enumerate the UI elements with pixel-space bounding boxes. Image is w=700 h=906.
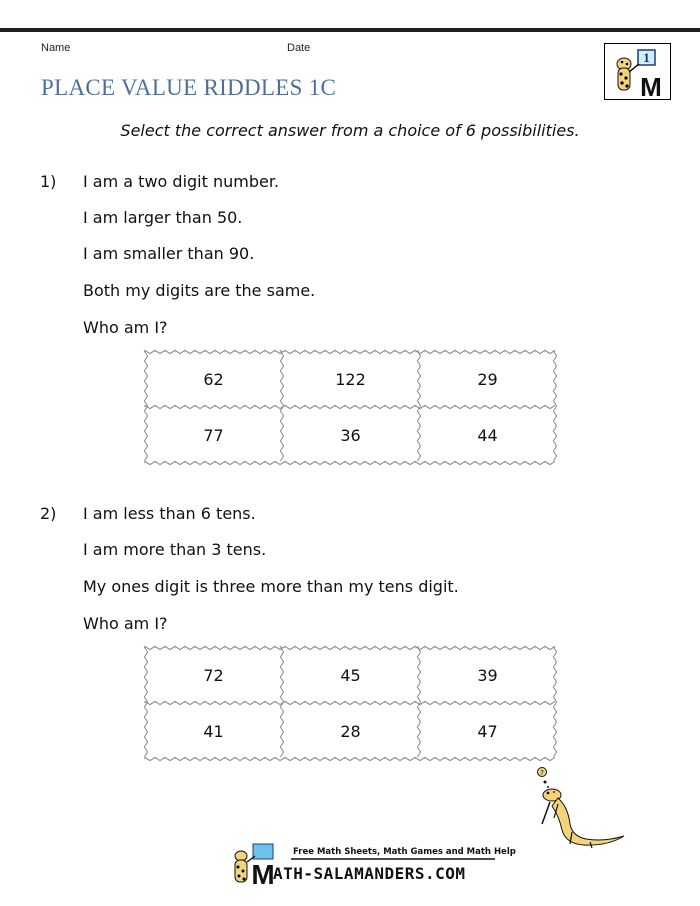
question-2-line-3: My ones digit is three more than my tens digit. <box>83 577 459 596</box>
answer-option[interactable]: 29 <box>477 369 498 389</box>
question-1-line-2: I am larger than 50. <box>83 208 243 227</box>
name-label: Name <box>41 42 71 54</box>
salamander-logo-icon <box>605 44 672 101</box>
answer-option[interactable]: 62 <box>203 369 224 389</box>
instruction-text: Select the correct answer from a choice of 6 possibilities. <box>120 121 580 140</box>
question-2-number: 2) <box>40 504 57 523</box>
answer-option[interactable]: 45 <box>340 665 361 685</box>
question-1-line-4: Both my digits are the same. <box>83 281 316 300</box>
logo-badge-number: 1 <box>643 50 650 65</box>
thinking-salamander-icon <box>520 762 630 852</box>
question-1-answer-grid <box>145 351 556 464</box>
grade-logo <box>604 43 671 100</box>
svg-text:?: ? <box>540 769 544 777</box>
answer-option[interactable]: 72 <box>203 665 224 685</box>
answer-option[interactable]: 122 <box>335 369 366 389</box>
question-2-line-2: I am more than 3 tens. <box>83 540 267 559</box>
footer-tagline: Free Math Sheets, Math Games and Math Help <box>293 847 516 857</box>
answer-option[interactable]: 44 <box>477 425 498 445</box>
question-1-number: 1) <box>40 172 57 191</box>
date-label: Date <box>287 42 311 54</box>
question-2-line-1: I am less than 6 tens. <box>83 504 256 523</box>
footer-logo-letter: M <box>251 859 275 888</box>
svg-text:M: M <box>640 72 662 101</box>
question-1-line-5: Who am I? <box>83 318 168 337</box>
question-1-line-3: I am smaller than 90. <box>83 244 255 263</box>
question-1-line-1: I am a two digit number. <box>83 172 280 191</box>
answer-option[interactable]: 28 <box>340 721 361 741</box>
footer-site-name[interactable]: ATH-SALAMANDERS.COM <box>273 864 466 883</box>
top-rule <box>0 28 700 32</box>
answer-option[interactable]: 47 <box>477 721 498 741</box>
worksheet-title: PLACE VALUE RIDDLES 1C <box>41 75 337 100</box>
answer-option[interactable]: 39 <box>477 665 498 685</box>
footer-logo[interactable] <box>225 840 516 888</box>
answer-option[interactable]: 36 <box>340 425 361 445</box>
question-2-answer-grid <box>145 647 556 760</box>
answer-option[interactable]: 41 <box>203 721 224 741</box>
answer-option[interactable]: 77 <box>203 425 224 445</box>
question-2-line-4: Who am I? <box>83 614 168 633</box>
